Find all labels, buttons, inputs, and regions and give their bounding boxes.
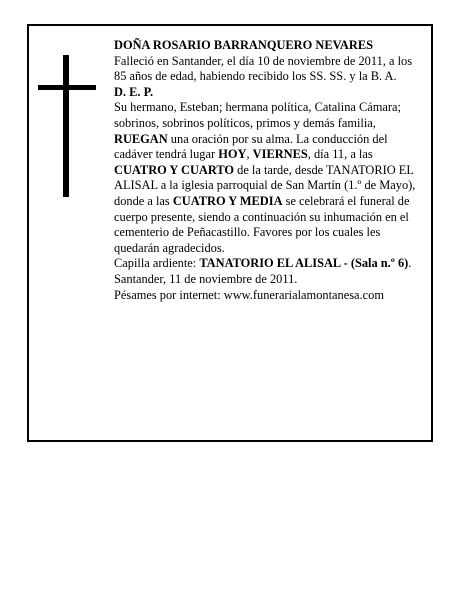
hoy-text: HOY <box>218 147 247 162</box>
ruegan-text: RUEGAN <box>114 131 168 146</box>
date-text: , día 11, a las <box>307 147 373 162</box>
family-list: Su hermano, Esteban; hermana política, Catalina Cámara; sobrinos, sobrinos políticos, primos y demás familia, <box>114 100 401 130</box>
chapel-place: TANATORIO EL ALISAL - (Sala n.º 6) <box>199 256 409 271</box>
place-date: Santander, 11 de noviembre de 2011. <box>114 271 298 286</box>
cuatro-y-cuarto-text: CUATRO Y CUARTO <box>114 162 235 177</box>
dep-text: D. E. P. <box>114 84 154 99</box>
chapel-end: . <box>408 256 412 271</box>
ceremony-text-1: una oración por su alma. La conducción del cadáver tendrá lugar <box>114 131 388 162</box>
chapel-info <box>114 256 416 272</box>
condolences-text: Pésames por internet: www.funerarialamontanesa.com <box>114 287 384 302</box>
notice-text <box>114 38 416 303</box>
ceremony-text-3: se celebrará el funeral de cuerpo presente, siendo a continuación su inhumación en el cementerio de Peñacastillo. Favores por los cuales les quedarán agradecidos. <box>114 193 410 255</box>
ceremony-paragraph <box>114 132 416 257</box>
cross-icon <box>63 55 69 197</box>
ceremony-text-2: de la tarde, desde TANATORIO EL ALISAL a la iglesia parroquial de San Martín (1.º de Mayo), donde a las <box>114 162 416 208</box>
death-details: Falleció en Santander, el día 10 de noviembre de 2011, a los 85 años de edad, habiendo recibido los SS. SS. y la B. A. <box>114 53 413 84</box>
comma-text: , <box>246 147 253 162</box>
chapel-label: Capilla ardiente: <box>114 256 200 271</box>
viernes-text: VIERNES <box>252 147 308 162</box>
cuatro-y-media-text: CUATRO Y MEDIA <box>172 193 283 208</box>
deceased-name: DOÑA ROSARIO BARRANQUERO NEVARES <box>114 38 373 52</box>
cross-icon-bar <box>38 85 96 90</box>
